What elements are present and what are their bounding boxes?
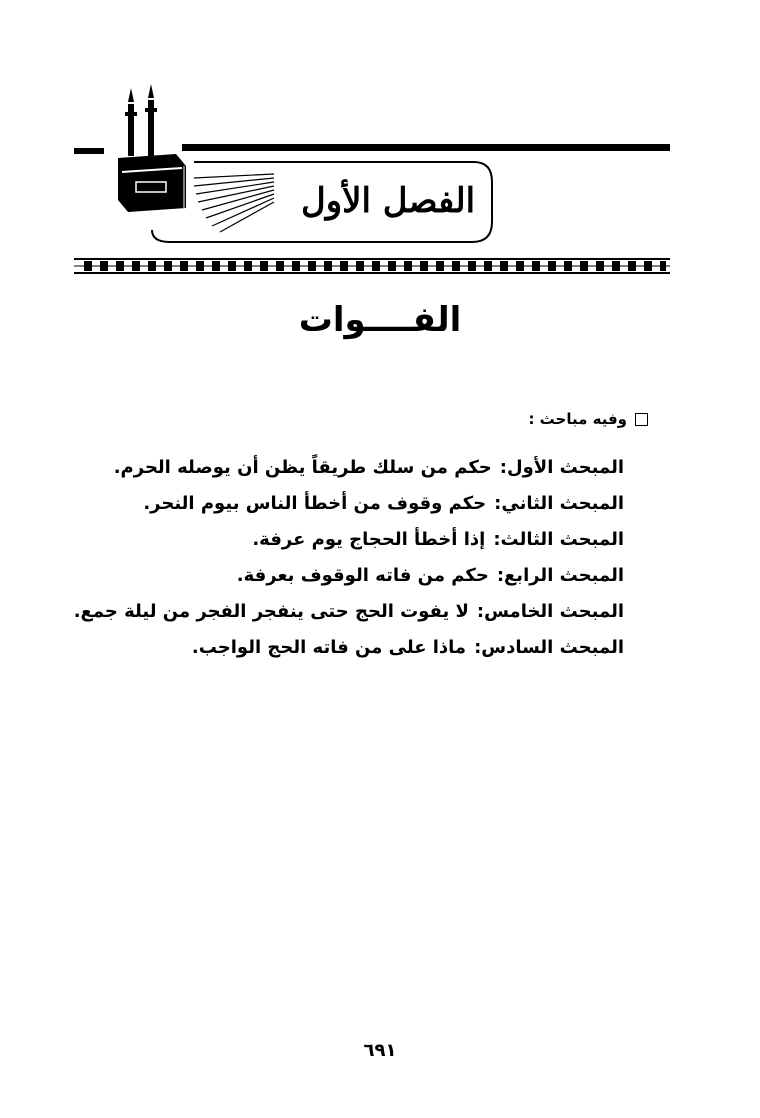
intro-line <box>528 410 648 428</box>
sections-list <box>73 450 624 666</box>
list-item <box>84 486 624 522</box>
section-label: المبحث الثالث: <box>493 529 624 550</box>
list-item <box>84 450 624 486</box>
page-number: ٦٩١ <box>363 1040 397 1061</box>
section-text: إذا أخطأ الحجاج يوم عرفة. <box>252 529 486 550</box>
section-label: المبحث الخامس: <box>476 601 624 622</box>
list-item <box>73 594 624 630</box>
chapter-label: الفصل الأول <box>300 181 476 221</box>
section-label: المبحث السادس: <box>474 637 624 658</box>
section-text: لا يفوت الحج حتى ينفجر الفجر من ليلة جمع. <box>73 601 469 622</box>
kaaba-minarets-icon <box>118 84 186 212</box>
section-label: المبحث الثاني: <box>494 493 624 514</box>
section-text: ماذا على من فاته الحج الواجب. <box>191 637 467 658</box>
list-item <box>84 630 624 666</box>
section-text: حكم من سلك طريقاً يظن أن يوصله الحرم. <box>113 457 492 478</box>
list-item <box>84 522 624 558</box>
page-title: الفــــوات <box>298 300 462 340</box>
section-label: المبحث الرابع: <box>496 565 624 586</box>
section-label: المبحث الأول: <box>499 457 624 478</box>
square-bullet-icon <box>635 413 648 426</box>
list-item <box>84 558 624 594</box>
section-text: حكم من فاته الوقوف بعرفة. <box>236 565 489 586</box>
intro-text: وفيه مباحث : <box>528 410 627 428</box>
section-text: حكم وقوف من أخطأ الناس بيوم النحر. <box>143 493 487 514</box>
